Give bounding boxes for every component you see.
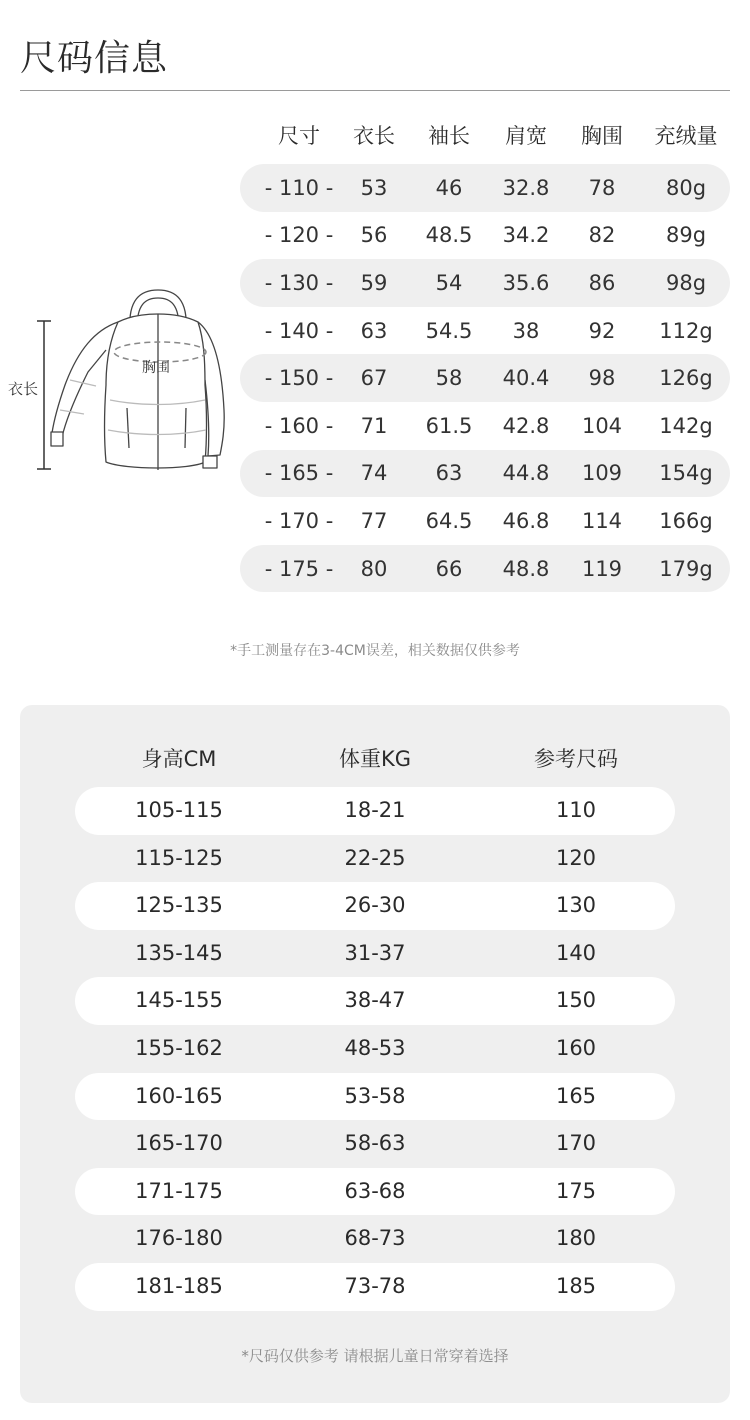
height-cell: 171-175 [135,1178,223,1203]
length-cell: 71 [360,413,388,438]
size-table-header [240,115,730,155]
down-cell: 98g [665,270,707,295]
chest-cell: 86 [588,270,616,295]
reference-table-header [20,743,730,773]
size-row [240,259,730,307]
size-cell: - 150 - [264,366,334,391]
reference-row [75,1263,675,1311]
size-cell: - 110 - [264,175,334,200]
height-cell: 115-125 [135,845,223,870]
measurement-note: *手工测量存在3-4CM误差，相关数据仅供参考 [230,643,520,659]
size-row [240,545,730,593]
reference-row [75,787,675,835]
shoulder-cell: 44.8 [502,461,550,486]
size-row [240,212,730,260]
shoulder-cell: 38 [512,318,540,343]
weight-cell: 18-21 [344,798,406,822]
weight-cell: 73-78 [344,1273,406,1298]
size-row [240,164,730,212]
length-cell: 77 [360,508,388,533]
weight-cell: 38-47 [344,988,406,1013]
down-cell: 112g [659,318,713,343]
shoulder-cell: 42.8 [502,413,550,438]
reference-row [75,882,675,930]
size-cell: - 175 - [264,556,334,581]
sleeve-cell: 61.5 [425,413,473,438]
header-weight: 体重KG [338,747,412,771]
reference-row [75,930,675,978]
weight-cell: 63-68 [344,1178,406,1203]
height-cell: 155-162 [135,1035,223,1060]
size-row [240,307,730,355]
height-cell: 165-170 [135,1131,223,1156]
size-row [240,402,730,450]
size-row [240,354,730,402]
size-cell: - 160 - [264,413,334,438]
length-cell: 80 [360,556,388,581]
ref-size-cell: 110 [555,798,597,822]
down-cell: 142g [659,413,713,438]
height-cell: 105-115 [135,798,223,822]
header-shoulder: 肩宽 [505,124,547,148]
sleeve-cell: 63 [435,461,463,486]
size-table [240,115,730,592]
down-cell: 166g [659,508,713,533]
ref-size-cell: 185 [555,1273,597,1298]
reference-row [75,1215,675,1263]
reference-panel [20,705,730,1403]
ref-size-cell: 175 [555,1178,597,1203]
header-down: 充绒量 [654,124,718,148]
length-cell: 59 [360,270,388,295]
shoulder-cell: 48.8 [502,556,550,581]
weight-cell: 31-37 [344,940,406,965]
shoulder-cell: 46.8 [502,508,550,533]
chest-label: 胸围 [142,360,170,376]
header-height: 身高CM [141,747,217,771]
ref-size-cell: 140 [555,940,597,965]
sleeve-cell: 48.5 [425,223,473,248]
sleeve-cell: 54 [435,270,463,295]
weight-cell: 48-53 [344,1035,406,1060]
shoulder-cell: 34.2 [502,223,550,248]
reference-row [75,977,675,1025]
length-cell: 67 [360,366,388,391]
sleeve-cell: 54.5 [425,318,473,343]
ref-size-cell: 170 [555,1131,597,1156]
chest-cell: 98 [588,366,616,391]
reference-table-body [75,787,675,1311]
header-ref-size: 参考尺码 [534,747,618,771]
reference-row [75,1073,675,1121]
weight-cell: 22-25 [344,845,406,870]
reference-note: *尺码仅供参考 请根据儿童日常穿着选择 [241,1347,509,1365]
ref-size-cell: 160 [555,1035,597,1060]
height-cell: 135-145 [135,940,223,965]
weight-cell: 53-58 [344,1083,406,1108]
ref-size-cell: 120 [555,845,597,870]
shoulder-cell: 32.8 [502,175,550,200]
chest-cell: 78 [588,175,616,200]
chest-cell: 92 [588,318,616,343]
ref-size-cell: 165 [555,1083,597,1108]
chest-cell: 119 [581,556,623,581]
sleeve-cell: 66 [435,556,463,581]
down-cell: 80g [665,175,707,200]
weight-cell: 68-73 [344,1226,406,1251]
title-divider [20,90,730,91]
chest-cell: 109 [581,461,623,486]
shoulder-cell: 40.4 [502,366,550,391]
length-cell: 74 [360,461,388,486]
length-label: 衣长 [8,380,39,398]
chest-cell: 82 [588,223,616,248]
sleeve-cell: 46 [435,175,463,200]
size-cell: - 140 - [264,318,334,343]
reference-row [75,1120,675,1168]
ref-size-cell: 130 [555,893,597,918]
height-cell: 160-165 [135,1083,223,1108]
height-cell: 176-180 [135,1226,223,1251]
length-cell: 53 [360,175,388,200]
weight-cell: 26-30 [344,893,406,918]
size-cell: - 170 - [264,508,334,533]
reference-row [75,1168,675,1216]
down-cell: 89g [665,223,707,248]
height-cell: 125-135 [135,893,223,918]
height-cell: 181-185 [135,1273,223,1298]
header-chest: 胸围 [581,124,623,148]
reference-row [75,835,675,883]
sleeve-cell: 58 [435,366,463,391]
size-cell: - 120 - [264,223,334,248]
size-cell: - 130 - [264,270,334,295]
reference-row [75,1025,675,1073]
page-title: 尺码信息 [20,38,169,79]
header-sleeve: 袖长 [428,124,470,148]
ref-size-cell: 180 [555,1226,597,1251]
header-size: 尺寸 [278,124,320,148]
length-cell: 56 [360,223,388,248]
size-row [240,497,730,545]
shoulder-cell: 35.6 [502,270,550,295]
down-cell: 154g [659,461,713,486]
ref-size-cell: 150 [555,988,597,1013]
header-length: 衣长 [353,124,395,148]
sleeve-cell: 64.5 [425,508,473,533]
size-cell: - 165 - [264,461,334,486]
chest-cell: 104 [581,413,623,438]
down-cell: 179g [659,556,713,581]
chest-cell: 114 [581,508,623,533]
size-row [240,450,730,498]
height-cell: 145-155 [135,988,223,1013]
length-cell: 63 [360,318,388,343]
size-table-body [240,164,730,592]
weight-cell: 58-63 [344,1131,406,1156]
down-cell: 126g [659,366,713,391]
